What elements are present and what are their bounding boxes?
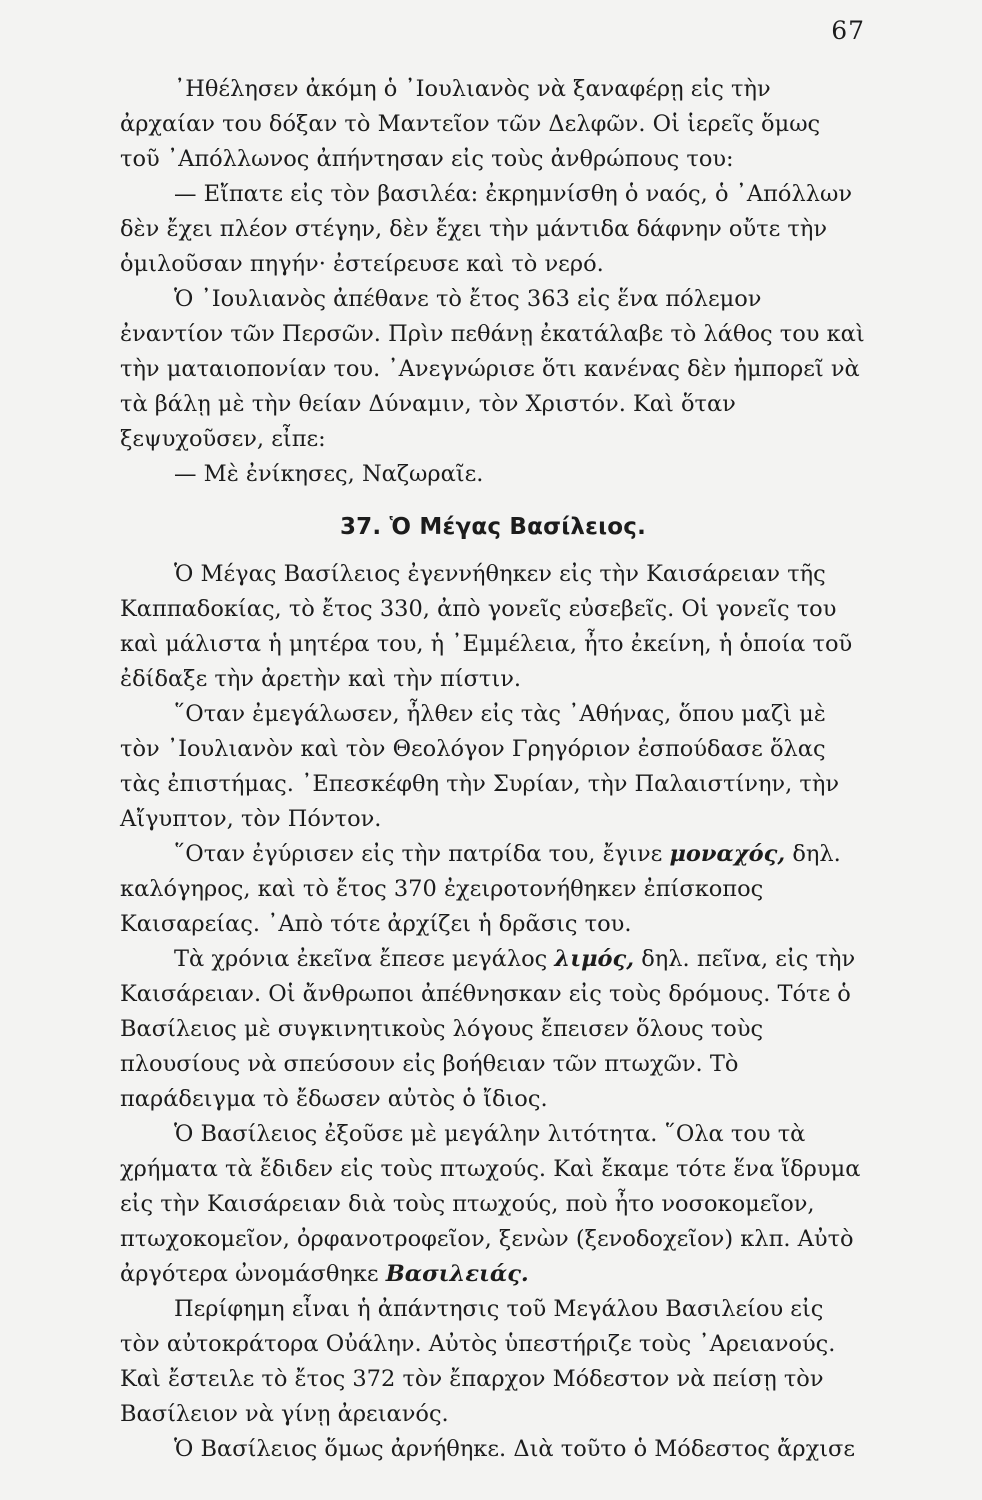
text-run: δηλ. καλόγηρος, καὶ τὸ ἔτος 370 ἐχειροτονήθηκεν ἐπίσκοπος Καισαρείας. ᾿Απὸ τότε ἀρχίζει ἡ δρᾶσις του. xyxy=(120,841,841,937)
paragraph xyxy=(120,837,866,942)
emphasized-term: λιμός, xyxy=(554,946,635,972)
section-heading: 37. Ὁ Μέγας Βασίλειος. xyxy=(339,514,647,540)
paragraph xyxy=(120,942,866,1117)
emphasized-term: Βασιλειάς. xyxy=(385,1261,529,1287)
text-run: ῞Οταν ἐγύρισεν εἰς τὴν πατρίδα του, ἔγινε xyxy=(174,841,670,867)
paragraph: ᾿Ηθέλησεν ἀκόμη ὁ ᾿Ιουλιανὸς νὰ ξαναφέρῃ εἰς τὴν ἀρχαίαν του δόξαν τὸ Μαντεῖον τῶν Δελφῶν. Οἱ ἱερεῖς ὅμως τοῦ ᾿Απόλλωνος ἀπήντησαν εἰς τοὺς ἀνθρώπους του: xyxy=(120,76,821,172)
paragraph: ῞Οταν ἐμεγάλωσεν, ἦλθεν εἰς τὰς ᾿Αθήνας, ὅπου μαζὶ μὲ τὸν ᾿Ιουλιανὸν καὶ τὸν Θεολόγον Γρηγόριον ἐσπούδασε ὅλας τὰς ἐπιστήμας. ᾿Επεσκέφθη τὴν Συρίαν, τὴν Παλαιστίνην, τὴν Αἴγυπτον, τὸν Πόντον. xyxy=(120,701,840,832)
text-run: Τὰ χρόνια ἐκεῖνα ἔπεσε μεγάλος xyxy=(174,946,555,972)
paragraph: Περίφημη εἶναι ἡ ἀπάντησις τοῦ Μεγάλου Βασιλείου εἰς τὸν αὐτοκράτορα Οὐάλην. Αὐτὸς ὑπεστήριζε τοὺς ᾿Αρειανούς. Καὶ ἔστειλε τὸ ἔτος 372 τὸν ἔπαρχον Μόδεστον νὰ πείσῃ τὸν Βασίλειον νὰ γίνῃ ἀρειανός. xyxy=(120,1296,836,1427)
paragraph: Ὁ ᾿Ιουλιανὸς ἀπέθανε τὸ ἔτος 363 εἰς ἕνα πόλεμον ἐναντίον τῶν Περσῶν. Πρὶν πεθάνῃ ἐκατάλαβε τὸ λάθος του καὶ τὴν ματαιοπονίαν του. ᾿Ανεγνώρισε ὅτι κανένας δὲν ἠμπορεῖ νὰ τὰ βάλῃ μὲ τὴν θείαν Δύναμιν, τὸν Χριστόν. Καὶ ὅταν ξεψυχοῦσεν, εἶπε: xyxy=(120,286,865,452)
body-text xyxy=(120,72,866,1467)
paragraph xyxy=(120,1117,866,1292)
dialogue-line: — Μὲ ἐνίκησες, Ναζωραῖε. xyxy=(174,461,484,487)
page-number: 67 xyxy=(831,16,865,45)
dialogue-line: — Εἴπατε εἰς τὸν βασιλέα: ἐκρημνίσθη ὁ ναός, ὁ ᾿Απόλλων δὲν ἔχει πλέον στέγην, δὲν ἔχει τὴν μάντιδα δάφνην οὔτε τὴν ὁμιλοῦσαν πηγήν· ἐστείρευσε καὶ τὸ νερό. xyxy=(120,181,853,277)
paragraph: Ὁ Μέγας Βασίλειος ἐγεννήθηκεν εἰς τὴν Καισάρειαν τῆς Καππαδοκίας, τὸ ἔτος 330, ἀπὸ γονεῖς εὐσεβεῖς. Οἱ γονεῖς του καὶ μάλιστα ἡ μητέρα του, ἡ ᾿Εμμέλεια, ἦτο ἐκείνη, ἡ ὁποία τοῦ ἐδίδαξε τὴν ἀρετὴν καὶ τὴν πίστιν. xyxy=(120,561,853,692)
emphasized-term: μοναχός, xyxy=(669,841,786,867)
text-run: Ὁ Βασίλειος ἐξοῦσε μὲ μεγάλην λιτότητα. ῞Ολα του τὰ χρήματα τὰ ἔδιδεν εἰς τοὺς πτωχούς. Καὶ ἔκαμε τότε ἕνα ἵδρυμα εἰς τὴν Καισάρειαν διὰ τοὺς πτωχούς, ποὺ ἦτο νοσοκομεῖον, πτωχοκομεῖον, ὀρφανοτροφεῖον, ξενὼν (ξενοδοχεῖον) κλπ. Αὐτὸ ἀργότερα ὠνομάσθηκε xyxy=(120,1121,861,1287)
text-run: δηλ. πεῖνα, εἰς τὴν Καισάρειαν. Οἱ ἄνθρωποι ἀπέθνησκαν εἰς τοὺς δρόμους. Τότε ὁ Βασίλειος μὲ συγκινητικοὺς λόγους ἔπεισεν ὅλους τοὺς πλουσίους νὰ σπεύσουν εἰς βοήθειαν τῶν πτωχῶν. Τὸ παράδειγμα τὸ ἔδωσεν αὐτὸς ὁ ἴδιος. xyxy=(120,946,856,1112)
paragraph: Ὁ Βασίλειος ὅμως ἀρνήθηκε. Διὰ τοῦτο ὁ Μόδεστος ἄρχισε xyxy=(174,1436,856,1462)
